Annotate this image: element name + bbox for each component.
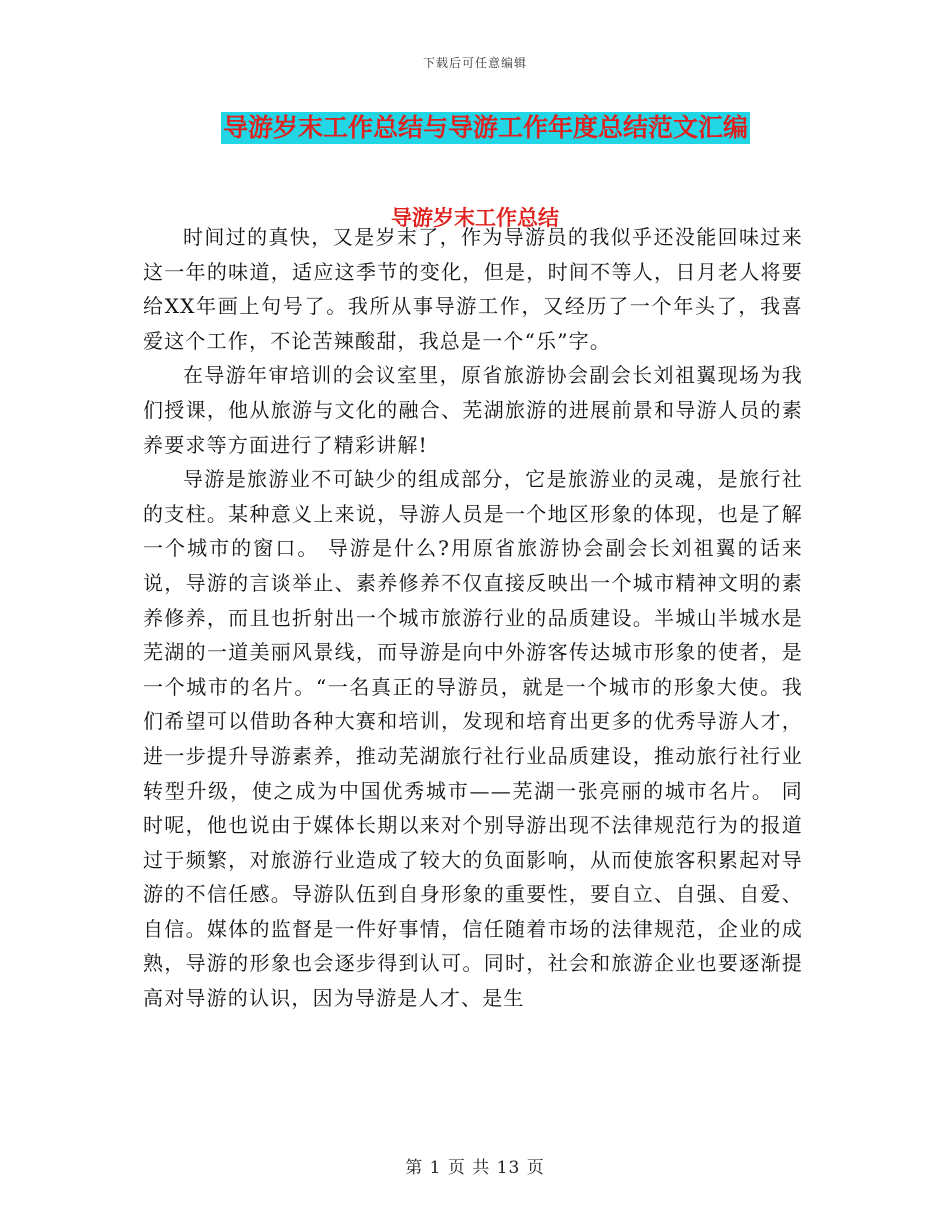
body-text [143, 220, 803, 1016]
paragraph-1: 时间过的真快，又是岁末了，作为导游员的我似乎还没能回味过来这一年的味道，适应这季节的变化，但是，时间不等人，日月老人将要给XX年画上句号了。我所从事导游工作，又经历了一个年头了，我喜爱这个工作，不论苦辣酸甜，我总是一个“乐”字。 [143, 225, 803, 353]
header-note: 下载后可任意编辑 [422, 56, 527, 70]
page-number: 第 1 页 共 13 页 [405, 1158, 545, 1178]
paragraph-2: 在导游年审培训的会议室里，原省旅游协会副会长刘祖翼现场为我们授课，他从旅游与文化的融合、芜湖旅游的进展前景和导游人员的素养要求等方面进行了精彩讲解! [143, 363, 803, 457]
section-title: 导游岁末工作总结 [391, 206, 559, 230]
paragraph-3: 导游是旅游业不可缺少的组成部分，它是旅游业的灵魂，是旅行社的支柱。某种意义上来说，导游人员是一个地区形象的体现，也是了解一个城市的窗口。 导游是什么?用原省旅游协会副会长刘祖翼的话来说，导游的言谈举止、素养修养不仅直接反映出一个城市精神文明的素养修养，而且也折射出一个城市旅游行业的品质建设。半城山半城水是芜湖的一道美丽风景线，而导游是向中外游客传达城市形象的使者，是一个城市的名片。“一名真正的导游员，就是一个城市的形象大使。我们希望可以借助各种大赛和培训，发现和培育出更多的优秀导游人才，进一步提升导游素养，推动芜湖旅行社行业品质建设，推动旅行社行业转型升级，使之成为中国优秀城市——芜湖一张亮丽的城市名片。 同时呢，他也说由于媒体长期以来对个别导游出现不法律规范行为的报道过于频繁，对旅游行业造成了较大的负面影响，从而使旅客积累起对导游的不信任感。导游队伍到自身形象的重要性，要自立、自强、自爱、自信。媒体的监督是一件好事情，信任随着市场的法律规范，企业的成熟，导游的形象也会逐步得到认可。同时，社会和旅游企业也要逐渐提高对导游的认识，因为导游是人才、是生 [143, 467, 803, 1011]
document-title: 导游岁末工作总结与导游工作年度总结范文汇编 [223, 113, 749, 142]
